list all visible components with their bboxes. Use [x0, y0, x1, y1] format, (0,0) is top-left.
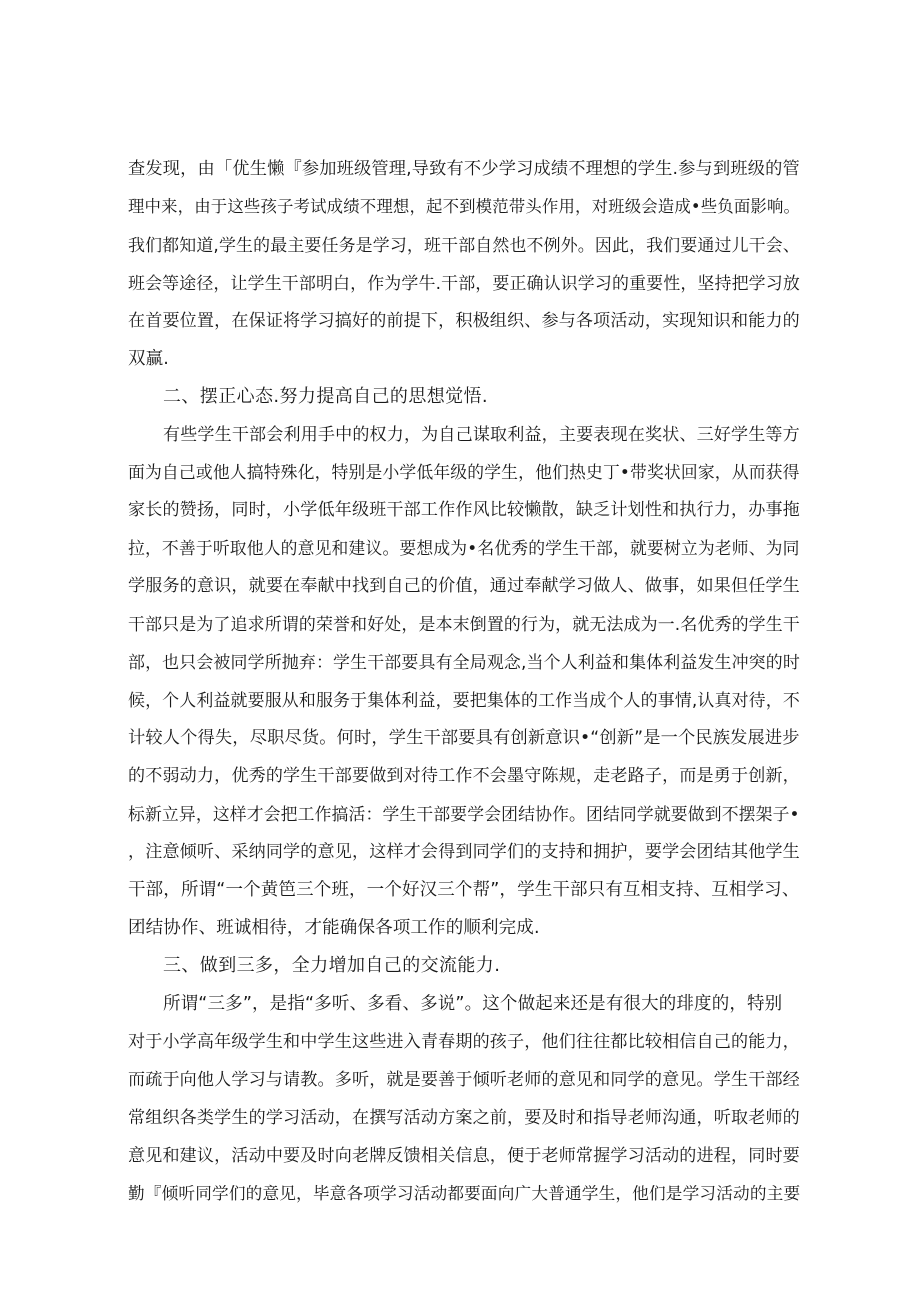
paragraph-line: 班会等途径，让学生干部明白，作为学牛.干部，要正确认识学习的重要性，坚持把学习放 — [128, 273, 800, 293]
paragraph-line: 拉，不善于听取他人的意见和建议。要想成为•名优秀的学生干部，就要树立为老师、为同 — [128, 538, 800, 558]
paragraph-line: 候，个人利益就要服从和服务于集体利益，要把集体的工作当成个人的事情,认真对待，不 — [128, 690, 800, 710]
paragraph-line: 学服务的意识，就要在奉献中找到自己的价值，通过奉献学习做人、做事，如果但任学生 — [128, 576, 800, 596]
paragraph-line: 干部只是为了追求所谓的荣誉和好处，是本末倒置的行为，就无法成为一.名优秀的学生干 — [128, 614, 800, 634]
section-heading-3: 三、做到三多，全力增加自己的交流能力. — [163, 955, 501, 976]
paragraph-line: 查发现，由「优生懒『参加班级管理,导致有不少学习成绩不理想的学生.参与到班级的管 — [128, 159, 800, 179]
paragraph-line: ，注意倾听、采纳同学的意见，这样才会得到同学们的支持和拥护，要学会团结其他学生 — [128, 842, 800, 862]
paragraph-line: 勤『倾听同学们的意见，毕意各项学习活动都要面向广大普通学生，他们是学习活动的主要 — [128, 1184, 801, 1203]
paragraph-line: 计较人个得失，尽职尽货。何时，学生干部要具有创新意识•“创新”是一个民族发展进步 — [128, 728, 800, 748]
paragraph-line: 双赢. — [128, 349, 170, 369]
paragraph-line: 而疏于向他人学习与请教。多听，就是要善于倾听老师的意见和同学的意见。学生干部经 — [128, 1070, 800, 1090]
paragraph-line: 我们都知道,学生的最主要任务是学习，班干部自然也不例外。因此，我们要通过儿干会、 — [128, 235, 800, 255]
paragraph-line: 干部，所谓“一个黄笆三个班，一个好汉三个帮”，学生干部只有互相支持、互相学习、 — [128, 880, 800, 900]
paragraph-line: 意见和建议，活动中要及时向老牌反馈相关信息，便于老师常握学习活动的进程，同时要 — [128, 1146, 800, 1166]
paragraph-line: 有些学生干部会利用手中的权力，为自己谋取利益，主要表现在奖状、三好学生等方 — [163, 425, 800, 445]
paragraph-line: 的不弱动力，优秀的学生干部要做到对待工作不会墨守陈规，走老路子，而是勇于创新， — [128, 766, 800, 786]
paragraph-line: 家长的赞扬，同时，小学低年级班干部工作作风比较懒散，缺乏计划性和执行力，办事拖 — [128, 500, 800, 520]
paragraph-line: 面为自己或他人搞特殊化，特别是小学低年级的学生，他们热史丁•带奖状回家，从而获得 — [128, 462, 800, 482]
paragraph-line: 理中来，由于这些孩子考试成绩不理想，起不到模范带头作用，对班级会造成•些负面影响。 — [128, 197, 801, 216]
section-heading-2: 二、摆正心态.努力提高自己的思想觉悟. — [163, 386, 489, 407]
paragraph-line: 部，也只会被同学所抛弃：学生干部要具有全局观念,当个人利益和集体利益发生冲突的时 — [128, 652, 800, 672]
paragraph-line: 所谓“三多”，是指“多听、多看、多说”。这个做起来还是有很大的琲度的，特别 — [163, 994, 783, 1014]
paragraph-line: 常组织各类学生的学习活动，在撰写活动方案之前，要及时和指导老师沟通，听取老师的 — [128, 1108, 800, 1128]
paragraph-line: 团结协作、班诚相待，才能确保各项工作的顺利完成. — [128, 918, 540, 938]
paragraph-line: 对于小学高年级学生和中学生这些进入青春期的孩子，他们往往都比较相信自己的能力， — [128, 1032, 800, 1052]
paragraph-line: 标新立异，这样才会把工作搞活：学生干部要学会团结协作。团结同学就要做到不摆架子• — [128, 804, 800, 824]
paragraph-line: 在首要位置，在保证将学习搞好的前提下，积极组织、参与各项活动，实现知识和能力的 — [128, 311, 800, 331]
